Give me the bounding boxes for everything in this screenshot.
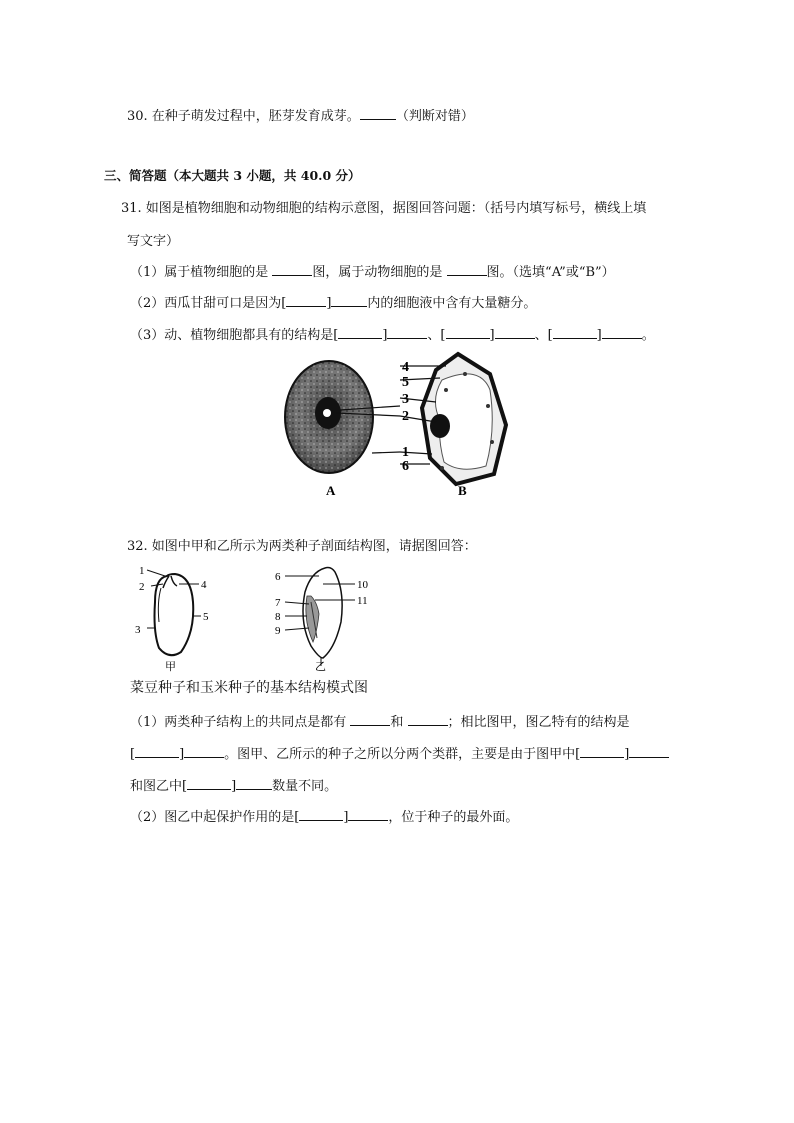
part1-text-c: 图。（选填“A”或“B”） xyxy=(486,265,615,280)
answer-blank[interactable] xyxy=(135,745,179,758)
bracket-open: [ xyxy=(130,747,136,762)
bracket-close: ] xyxy=(179,747,185,762)
question-31-stem-line1: 31. 如图是植物细胞和动物细胞的结构示意图，据图回答问题：（括号内填写标号，横线上填 xyxy=(121,201,647,216)
part3-text-a: （3）动、植物细胞都具有的结构是[ xyxy=(130,328,339,343)
cell-diagram xyxy=(280,350,520,500)
callout-label: 5 xyxy=(402,375,409,390)
answer-blank[interactable] xyxy=(447,263,487,276)
answer-blank[interactable] xyxy=(338,326,382,339)
part3-bracket-close: ] xyxy=(596,328,602,343)
answer-blank[interactable] xyxy=(387,326,427,339)
answer-blank[interactable] xyxy=(553,326,597,339)
callout-label: 1 xyxy=(402,445,409,460)
section-3-heading: 三、简答题（本大题共 3 小题，共 40.0 分） xyxy=(104,168,361,183)
question-32-part1-line2 xyxy=(130,743,669,762)
callout-label: 5 xyxy=(203,611,209,623)
figure-caption: 菜豆种子和玉米种子的基本结构模式图 xyxy=(130,680,368,696)
callout-label: 1 xyxy=(139,565,145,577)
answer-blank[interactable] xyxy=(350,713,390,726)
question-32-part1-line3 xyxy=(130,775,337,794)
seed-diagram xyxy=(135,562,375,674)
part1-text-b: 图，属于动物细胞的是 xyxy=(312,265,447,280)
part2-text-c: ，位于种子的最外面。 xyxy=(388,810,519,825)
part1-text-a: （1）属于植物细胞的是 xyxy=(130,265,273,280)
answer-blank[interactable] xyxy=(602,326,642,339)
callout-label: 2 xyxy=(402,409,409,424)
callout-label: 3 xyxy=(135,624,141,636)
callout-label: 11 xyxy=(357,595,368,607)
part3-sep: 、[ xyxy=(427,328,446,343)
part1-line3-text: 和图乙中[ xyxy=(130,779,188,794)
part2-text-a: （2）图乙中起保护作用的是[ xyxy=(130,810,300,825)
part1-line3-end: 数量不同。 xyxy=(272,779,338,794)
figure-label-a: A xyxy=(326,483,336,498)
part3-end: 。 xyxy=(641,328,655,343)
answer-blank[interactable] xyxy=(360,107,396,120)
answer-blank[interactable] xyxy=(236,777,272,790)
part1-text-b: 和 xyxy=(390,715,408,730)
callout-label: 6 xyxy=(402,459,409,474)
question-31-part3 xyxy=(130,324,655,343)
callout-label: 6 xyxy=(275,571,281,583)
answer-blank[interactable] xyxy=(495,326,535,339)
part1-line2-text: 。图甲、乙所示的种子之所以分两个类群，主要是由于图甲中[ xyxy=(224,747,581,762)
part1-text-a: （1）两类种子结构上的共同点是都有 xyxy=(130,715,351,730)
figure-label-yi: 乙 xyxy=(315,661,326,673)
answer-blank[interactable] xyxy=(187,777,231,790)
callout-label: 2 xyxy=(139,581,145,593)
answer-blank[interactable] xyxy=(286,294,326,307)
corn-seed-yi xyxy=(303,568,342,667)
answer-blank[interactable] xyxy=(348,808,388,821)
answer-blank[interactable] xyxy=(446,326,490,339)
question-30-text: 30. 在种子萌发过程中，胚芽发育成芽。 xyxy=(127,109,360,124)
part2-text-c: 内的细胞液中含有大量糖分。 xyxy=(367,296,537,311)
callout-label: 4 xyxy=(201,579,207,591)
part3-bracket-close: ] xyxy=(489,328,495,343)
callout-label: 3 xyxy=(402,392,409,407)
part2-text-a: （2）西瓜甘甜可口是因为[ xyxy=(130,296,287,311)
question-31-part1 xyxy=(130,261,615,280)
answer-blank[interactable] xyxy=(299,808,343,821)
bracket-close: ] xyxy=(624,747,630,762)
part1-text-c: ；相比图甲，图乙特有的结构是 xyxy=(447,715,630,730)
callout-label: 7 xyxy=(275,597,281,609)
question-31-part2 xyxy=(130,292,536,311)
question-31-stem-line2: 写文字） xyxy=(127,234,180,249)
bracket-close: ] xyxy=(343,810,349,825)
bean-seed-jia xyxy=(155,574,194,655)
question-30 xyxy=(127,105,474,124)
answer-blank[interactable] xyxy=(272,263,312,276)
question-32-part2 xyxy=(130,806,518,825)
figure-label-jia: 甲 xyxy=(165,661,176,673)
question-32-part1 xyxy=(130,711,630,730)
part3-sep: 、[ xyxy=(534,328,553,343)
answer-blank[interactable] xyxy=(331,294,367,307)
bracket-close: ] xyxy=(231,779,237,794)
answer-blank[interactable] xyxy=(629,745,669,758)
answer-blank[interactable] xyxy=(580,745,624,758)
question-30-suffix: （判断对错） xyxy=(395,109,474,124)
callout-label: 10 xyxy=(357,579,368,591)
figure-label-b: B xyxy=(458,483,467,498)
callout-label: 8 xyxy=(275,611,281,623)
answer-blank[interactable] xyxy=(184,745,224,758)
animal-cell-a xyxy=(285,361,373,473)
question-32-stem: 32. 如图中甲和乙所示为两类种子剖面结构图，请据图回答： xyxy=(127,539,477,554)
answer-blank[interactable] xyxy=(408,713,448,726)
part2-text-b: ] xyxy=(326,296,332,311)
callout-label: 9 xyxy=(275,625,281,637)
plant-cell-b xyxy=(422,354,506,484)
callout-label: 4 xyxy=(402,360,409,375)
part3-bracket-close: ] xyxy=(382,328,388,343)
